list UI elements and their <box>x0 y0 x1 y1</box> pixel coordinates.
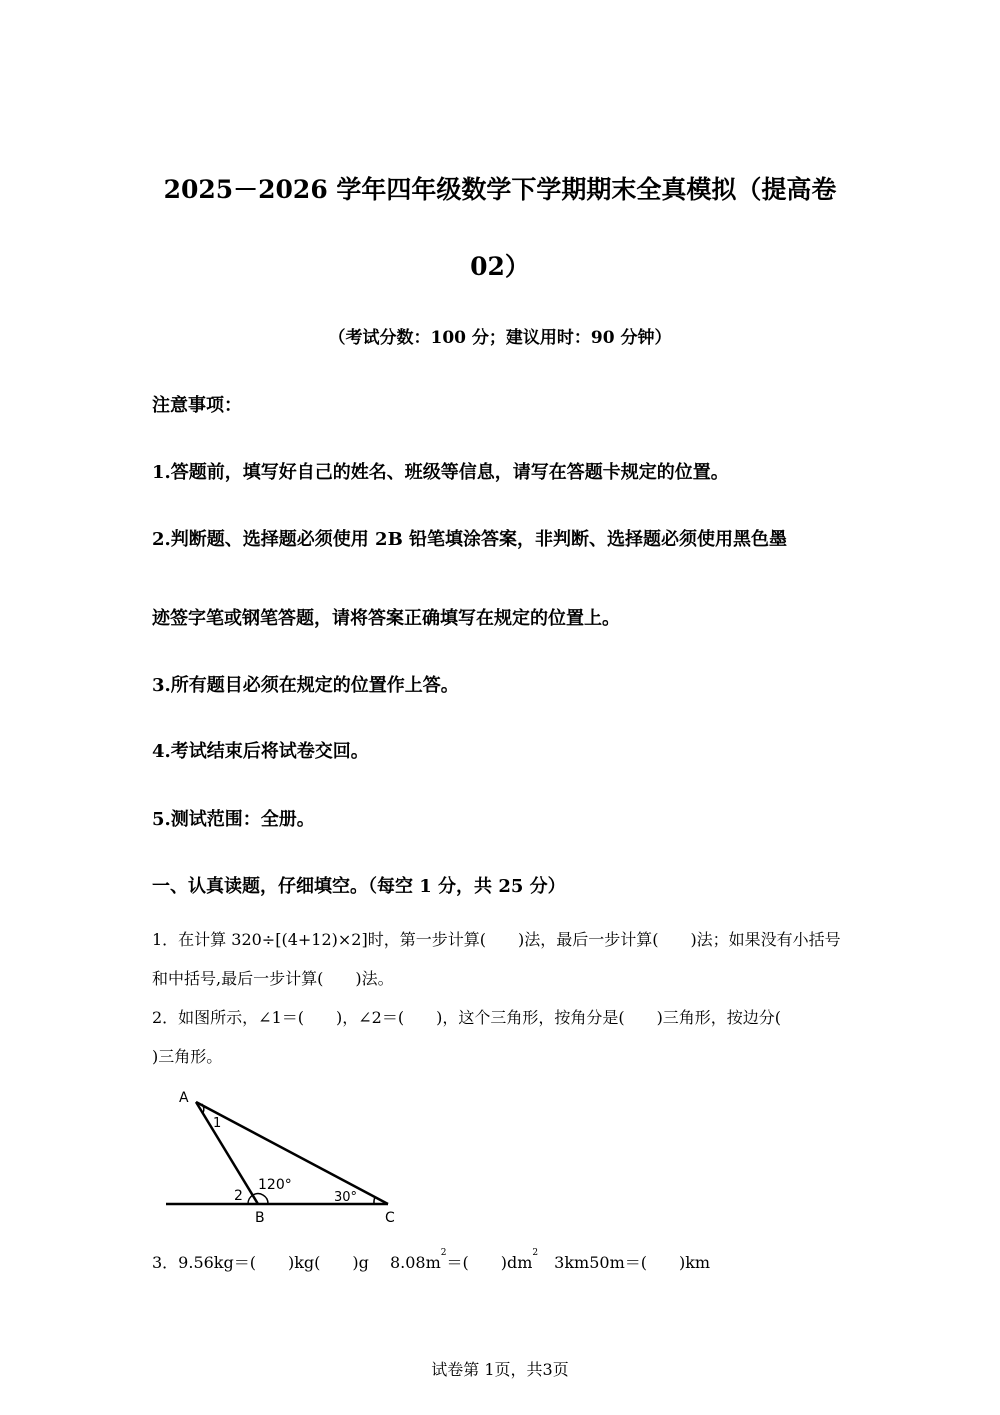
page-footer: 试卷第 1页，共3页 <box>431 1360 569 1379</box>
angle-label-1: 1 <box>213 1116 222 1131</box>
angle-b-value: 120° <box>258 1177 292 1193</box>
question-2: 2．如图所示，∠1＝( )，∠2＝( )，这个三角形，按角分是( )三角形，按边分( <box>152 1008 782 1027</box>
angle-c-value: 30° <box>334 1190 358 1205</box>
page-title-continued: 02） <box>470 252 530 281</box>
section-1-heading: 一、认真读题，仔细填空。（每空 1 分，共 25 分） <box>152 876 566 897</box>
notice-item-5: 5.测试范围：全册。 <box>152 809 315 830</box>
side-ac <box>196 1102 388 1204</box>
notice-item-4: 4.考试结束后将试卷交回。 <box>152 741 369 762</box>
notice-item-1: 1.答题前，填写好自己的姓名、班级等信息，请写在答题卡规定的位置。 <box>152 462 729 483</box>
question-3-part-1: 3．9.56kg＝( )kg( )g 8.08m <box>152 1253 441 1272</box>
notice-heading: 注意事项： <box>152 395 242 416</box>
question-2-continued: )三角形。 <box>152 1047 223 1066</box>
vertex-label-c: C <box>385 1210 395 1226</box>
notice-item-2-continued: 迹签字笔或钢笔答题，请将答案正确填写在规定的位置上。 <box>152 608 620 629</box>
question-3-superscript-2: 2 <box>532 1248 539 1258</box>
question-1: 1．在计算 320÷[(4+12)×2]时，第一步计算( )法，最后一步计算( )法；如果没有小括号 <box>152 930 841 949</box>
question-3-superscript-1: 2 <box>440 1248 447 1258</box>
question-3 <box>152 1250 710 1273</box>
vertex-label-a: A <box>179 1090 189 1106</box>
question-3-part-2: ＝( )dm <box>446 1253 533 1272</box>
angle-label-2: 2 <box>234 1188 243 1204</box>
notice-item-2: 2.判断题、选择题必须使用 2B 铅笔填涂答案，非判断、选择题必须使用黑色墨 <box>152 529 788 550</box>
page-title: 2025－2026 学年四年级数学下学期期末全真模拟（提高卷 <box>163 175 837 204</box>
notice-item-3: 3.所有题目必须在规定的位置作上答。 <box>152 675 459 696</box>
vertex-label-b: B <box>255 1210 265 1226</box>
exam-info: （考试分数：100 分；建议用时：90 分钟） <box>328 328 672 348</box>
angle-2-arc <box>248 1195 253 1204</box>
question-1-continued: 和中括号,最后一步计算( )法。 <box>152 969 394 988</box>
question-3-part-3: 3km50m＝( )km <box>538 1253 711 1272</box>
triangle-diagram <box>162 1085 402 1230</box>
